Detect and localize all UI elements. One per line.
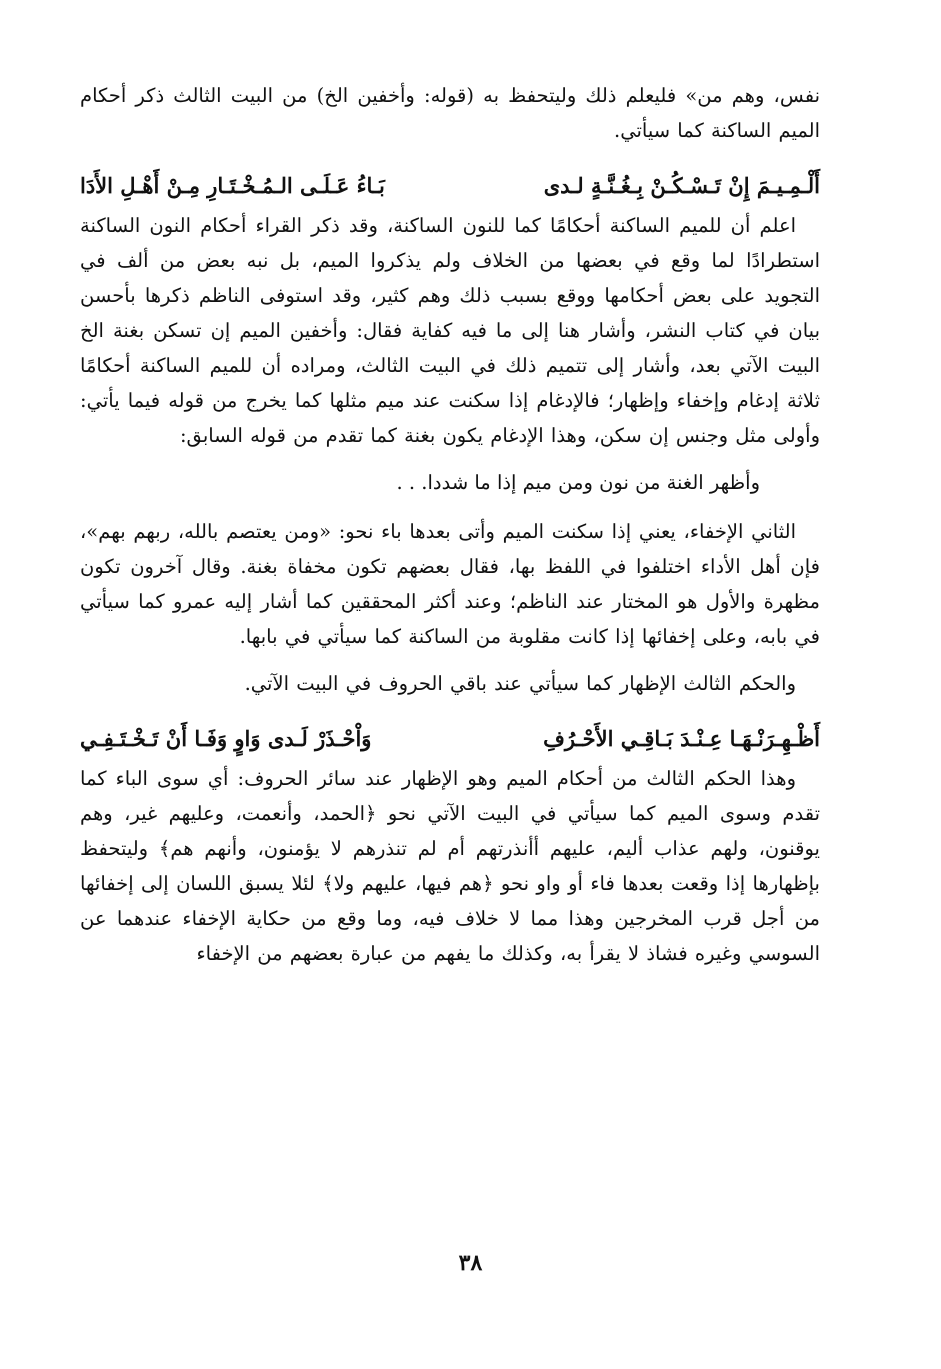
paragraph-commentary-4: وهذا الحكم الثالث من أحكام الميم وهو الإظهار عند سائر الحروف: أي سوى الباء كما تقدم وسوى الميم كما سيأتي في البيت الآتي نحو ﴿الحمد، وأنعمت، وعليهم غير، وهم يوقنون، ولهم عذاب أليم، عليهم أأنذرتهم أم لم تنذرهم لا يؤمنون، وأنهم هم﴾ وليتحفظ بإظهارها إذا وقعت بعدها فاء أو واو نحو ﴿هم فيها، عليهم ولا﴾ لئلا يسبق اللسان إلى إخفائها من أجل قرب المخرجين وهذا مما لا خلاف فيه، وما وقع من حكاية الإخفاء عندهما عن السوسي وغيره فشاذ لا يقرأ به، وكذلك ما يفهم من عبارة بعضهم من الإخفاء [80,767,820,965]
verse-1-second-hemistich: بَـاءُ عَـلَـى الـمُـخْـتَـارِ مِـنْ أَهْـلِ الأَدَا [80,173,385,198]
paragraph-commentary-3: والحكم الثالث الإظهار كما سيأتي عند باقي الحروف في البيت الآتي. [244,672,796,695]
paragraph-intro: نفس، وهم من» فليعلم ذلك وليتحفظ به (قوله: وأخفين الخ) من البيت الثالث ذكر أحكام الميم الساكنة كما سيأتي. [80,84,820,142]
verse-2-first-hemistich: أَظْـهِـرَنْـهَـا عِـنْـدَ بَـاقِـي الأَحْـرُفِ [543,726,820,751]
verse-1-first-hemistich: أَلْـمِـيـمَ إِنْ تَـسْـكُـنْ بِـغُـنَّـةٍ لـدى [543,173,820,198]
poem-verse-2 [80,719,820,759]
paragraph-commentary-2: الثاني الإخفاء، يعني إذا سكنت الميم وأتى بعدها باء نحو: «ومن يعتصم بالله، ربهم بهم»، فإن أهل الأداء اختلفوا في اللفظ بها، فقال بعضهم تكون مخفاة بغنة. وقال آخرون تكون مظهرة والأول هو المختار عند الناظم؛ وعند أكثر المحققين كما أشار إليه عمرو كما سيأتي في بابه، وعلى إخفائها إذا كانت مقلوبة من الساكنة كما سيأتي في بابها. [80,520,820,648]
verse-2-second-hemistich: وَاْحْـذَرْ لَـدى وَاوٍ وَفَـا أَنْ تَـخْـتَـفِـي [80,726,372,751]
quoted-verse-line: وأظهر الغنة من نون ومن ميم إذا ما شددا. . . [396,471,760,494]
page-number: ٣٨ [458,1250,483,1276]
paragraph-commentary-1: اعلم أن للميم الساكنة أحكامًا كما للنون الساكنة، وقد ذكر القراء أحكام النون الساكنة استطرادًا لما وقع في بعضها من الخلاف ولم يذكروا الميم، بل نبه بعض من ألف في التجويد على بعض أحكامها ووقع بسبب ذلك وهم كثير، وقد استوفى الناظم ذكرها بأحسن بيان في كتاب النشر، وأشار هنا إلى ما فيه كفاية فقال: وأخفين الميم إن تسكن بغنة الخ البيت الآتي بعد، وأشار إلى تتميم ذلك في البيت الثالث، ومراده أن للميم الساكنة أحكامًا ثلاثة إدغام وإخفاء وإظهار؛ فالإدغام إذا سكنت عند ميم مثلها كما يخرج من قوله فيما يأتي: وأولى مثل وجنس إن سكن، وهذا الإدغام يكون بغنة كما تقدم من قوله السابق: [80,214,820,447]
book-page [80,78,820,971]
poem-verse-1 [80,166,820,206]
